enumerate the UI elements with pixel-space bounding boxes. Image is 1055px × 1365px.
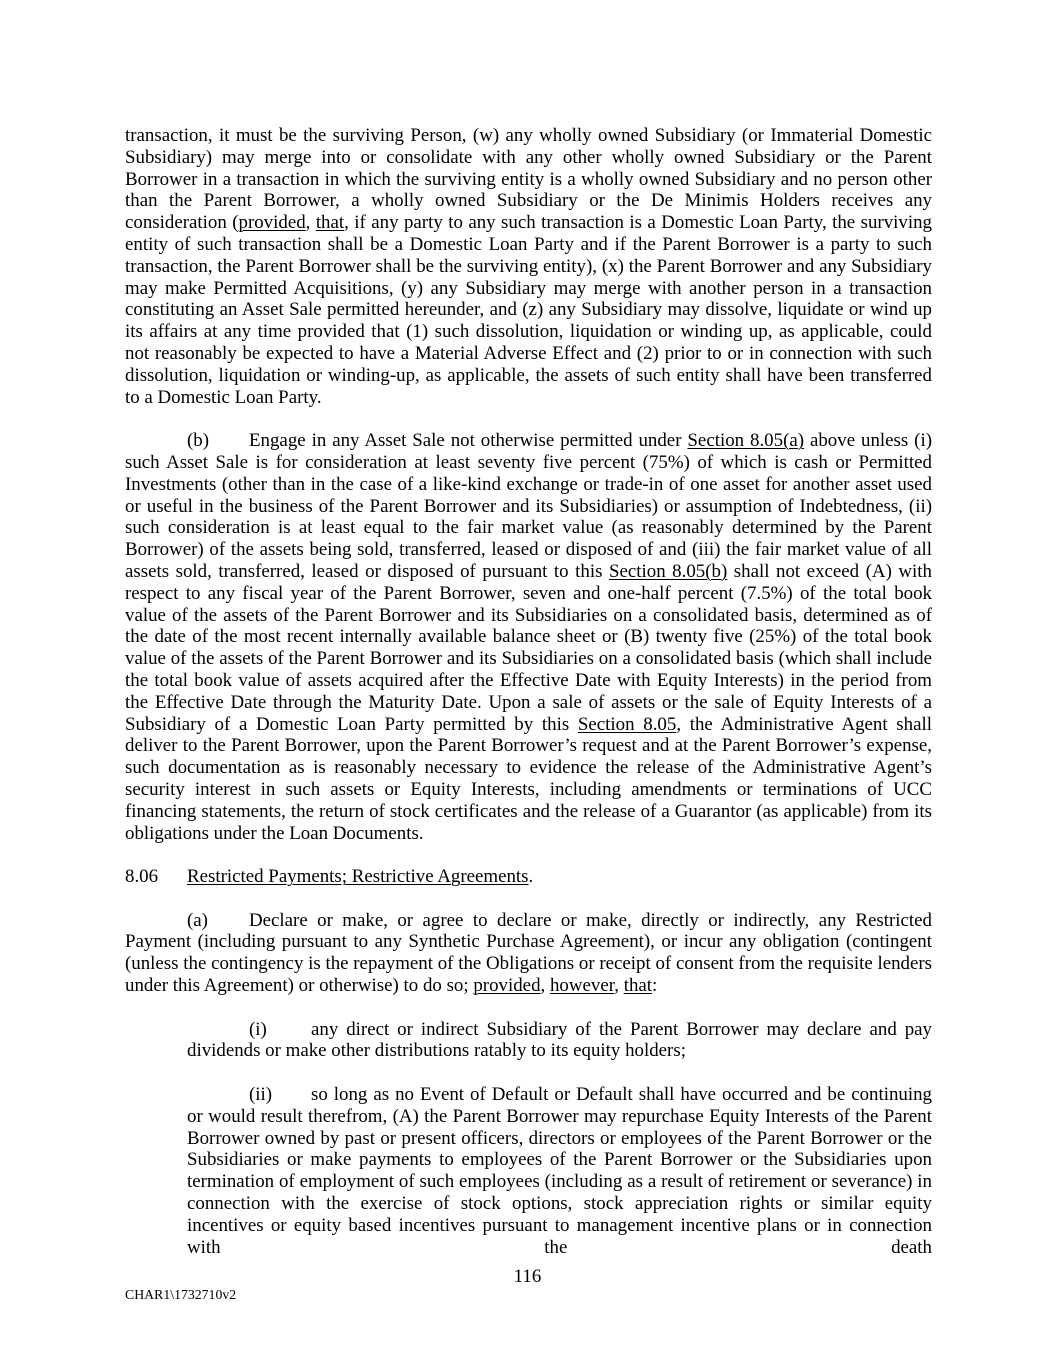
section-number: 8.06: [125, 866, 159, 888]
clause-8-06-a-i: [187, 1019, 932, 1063]
text-segment: , if any party to any such transaction is a Domestic Loan Party, the surviving entity of such transaction shall be a Domestic Loan Party and if the Parent Borrower is a party to such transaction, the Parent Borrower shall be the surviving entity), (x) the Parent Borrower and any Subsidiary may make Permitted Acquisitions, (y) any Subsidiary may merge with another person in a transaction constituting an Asset Sale permitted hereunder, and (z) any Subsidiary may dissolve, liquidate or wind up its affairs at any time provided that (1) such dissolution, liquidation or winding up, as applicable, could not reasonably be expected to have a Material Adverse Effect and (2) prior to or in connection with such dissolution, liquidation or winding-up, as applicable, the assets of such entity shall have been transferred to a Domestic Loan Party.: [125, 212, 932, 408]
paragraph-merger-provisions: [125, 125, 932, 408]
cross-reference-section-8-05-b: Section 8.05(b): [608, 560, 728, 582]
text-segment: ,: [540, 975, 550, 997]
text-segment: Engage in any Asset Sale not otherwise permitted under: [249, 430, 688, 452]
clause-label: (ii): [249, 1084, 273, 1106]
section-title: Restricted Payments; Restrictive Agreements: [187, 866, 529, 888]
text-segment: ,: [305, 212, 316, 234]
paragraph-label: (b): [187, 430, 210, 452]
document-body: [125, 125, 932, 1280]
clause-text: any direct or indirect Subsidiary of the Parent Borrower may declare and pay dividends or make other distributions ratably to its equity holders;: [187, 1018, 932, 1062]
clause-text: so long as no Event of Default or Default shall have occurred and be continuing or would result therefrom, (A) the Parent Borrower may repurchase Equity Interests of the Parent Borrower owned by past or present officers, directors or employees of the Parent Borrower or the Subsidiaries or make payments to employees of the Parent Borrower or the Subsidiaries upon termination of employment of such employees (including as a result of retirement or severance) in connection with the exercise of stock options, stock appreciation rights or similar equity incentives or equity based incentives pursuant to management incentive plans or in connection with the death: [187, 1084, 932, 1258]
text-segment: ,: [614, 975, 624, 997]
underlined-term-however: however: [549, 975, 615, 997]
text-segment: , the Administrative Agent shall deliver to the Parent Borrower, upon the Parent Borrower’s request and at the Parent Borrower’s expense, such documentation as is reasonably necessary to evidence the release of the Administrative Agent’s security interest in such assets or Equity Interests, including amendments or terminations of UCC financing statements, the return of stock certificates and the release of a Guarantor (as applicable) from its obligations under the Loan Documents.: [125, 713, 932, 844]
underlined-term-provided: provided: [473, 975, 541, 997]
document-id: CHAR1\1732710v2: [125, 1287, 237, 1302]
underlined-term-that: that: [315, 212, 345, 234]
text-segment: shall not exceed (A) with respect to any fiscal year of the Parent Borrower, seven and one-half percent (7.5%) of the total book value of the assets of the Parent Borrower and its Subsidiaries on a consolidated basis, determined as of the date of the most recent internally available balance sheet or (B) twenty five (25%) of the total book value of the assets of the Parent Borrower and its Subsidiaries on a consolidated basis (which shall include the total book value of assets acquired after the Effective Date with Equity Interests) in the period from the Effective Date through the Maturity Date. Upon a sale of assets or the sale of Equity Interests of a Subsidiary of a Domestic Loan Party permitted by this: [125, 560, 932, 735]
paragraph-8-06-a: [125, 910, 932, 997]
text-segment: transaction, it must be the surviving Person, (w) any wholly owned Subsidiary (or Immaterial Domestic Subsidiary) may merge into or consolidate with any other wholly owned Subsidiary or the Parent Borrower in a transaction in which the surviving entity is a wholly owned Subsidiary and no person other than the Parent Borrower, a wholly owned Subsidiary or the De Minimis Holders receives any consideration (: [125, 125, 932, 234]
text-segment: :: [652, 975, 658, 997]
underlined-term-provided: provided: [238, 212, 306, 234]
clause-label: (i): [249, 1018, 267, 1040]
clause-8-06-a-ii: [187, 1084, 932, 1258]
cross-reference-section-8-05-a: Section 8.05(a): [687, 430, 805, 452]
page-number: 116: [513, 1266, 542, 1287]
section-8-06-heading: [125, 866, 932, 888]
text-segment: above unless (i) such Asset Sale is for consideration at least seventy five percent (75%) of which is cash or Permitted Investments (other than in the case of a like-kind exchange or trade-in of one asset for another asset used or useful in the business of the Parent Borrower and its Subsidiaries) or assumption of Indebtedness, (ii) such consideration is at least equal to the fair market value (as reasonably determined by the Parent Borrower) of the assets being sold, transferred, leased or disposed of and (iii) the fair market value of all assets sold, transferred, leased or disposed of pursuant to this: [125, 430, 932, 582]
paragraph-label: (a): [187, 909, 208, 931]
section-title-punctuation: .: [528, 866, 534, 888]
underlined-term-that: that: [623, 975, 653, 997]
text-segment: Declare or make, or agree to declare or make, directly or indirectly, any Restricted Payment (including pursuant to any Synthetic Purchase Agreement), or incur any obligation (contingent (unless the contingency is the repayment of the Obligations or receipt of consent from the requisite lenders under this Agreement) or otherwise) to do so;: [125, 909, 932, 997]
paragraph-8-05-b: [125, 430, 932, 844]
cross-reference-section-8-05: Section 8.05: [577, 713, 677, 735]
